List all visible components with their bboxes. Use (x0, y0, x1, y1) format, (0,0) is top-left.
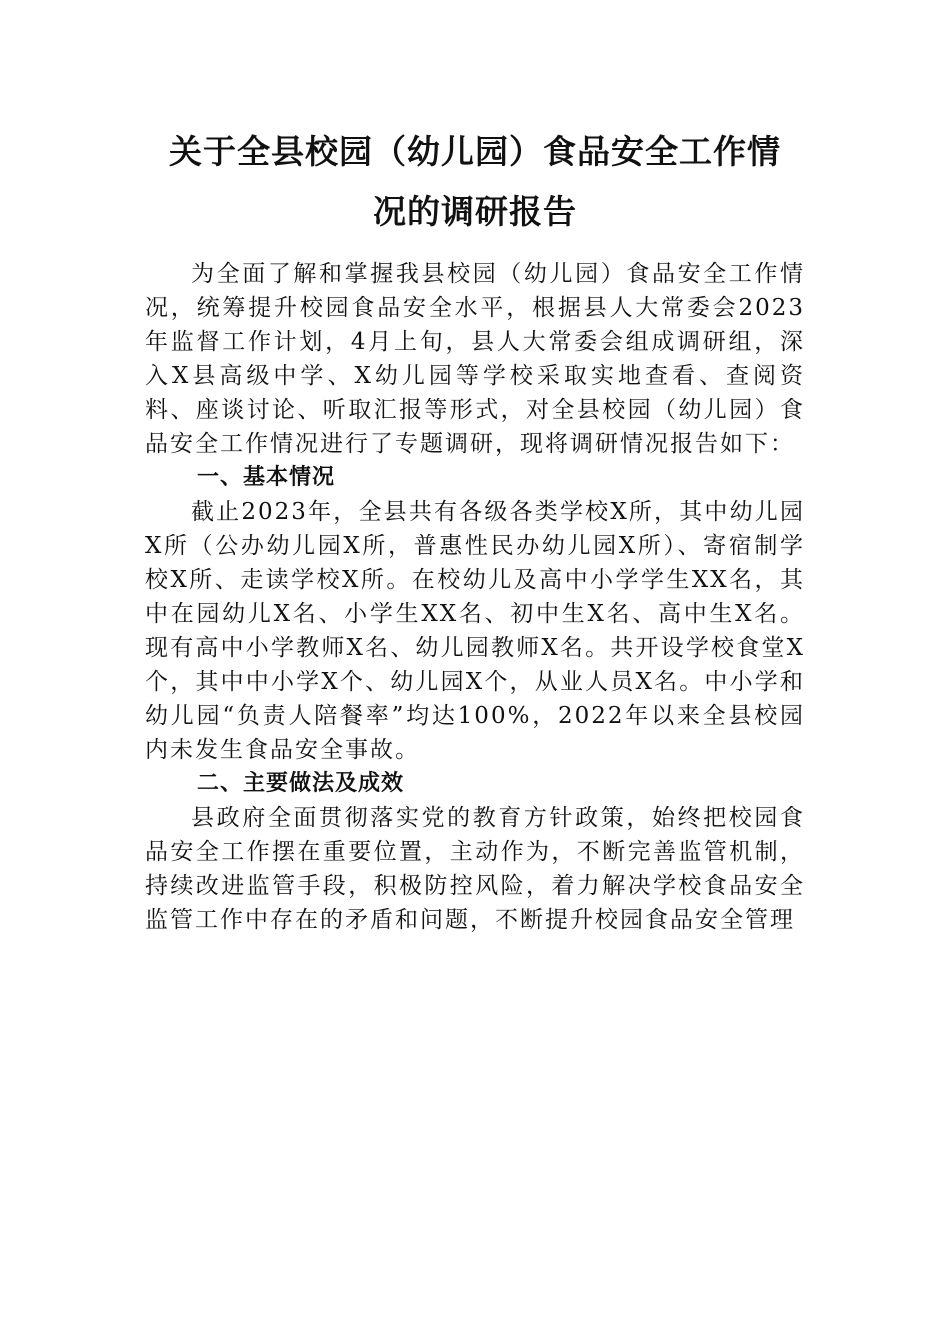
section-measures-paragraph: 县政府全面贯彻落实党的教育方针政策，始终把校园食品安全工作摆在重要位置，主动作为，不断完善监管机制，持续改进监管手段，积极防控风险，着力解决学校食品安全监管工作中存在的矛盾和问题，不断提升校园食品安全管理 (145, 805, 805, 933)
section-basic-paragraph: 截止2023年，全县共有各级各类学校X所，其中幼儿园X所（公办幼儿园X所，普惠性民办幼儿园X所）、寄宿制学校X所、走读学校X所。在校幼儿及高中小学学生XX名，其中在园幼儿X名、小学生XX名、初中生X名、高中生X名。现有高中小学教师X名、幼儿园教师X名。共开设学校食堂X个，其中中小学X个、幼儿园X个，从业人员X名。中小学和幼儿园“负责人陪餐率”均达100%，2022年以来全县校园内未发生食品安全事故。 (145, 499, 805, 763)
title-line-1: 关于全县校园（幼儿园）食品安全工作情 (169, 132, 781, 171)
section-heading-basic: 一、基本情况 (197, 465, 336, 490)
title-line-2: 况的调研报告 (373, 192, 577, 231)
document-body (145, 257, 805, 937)
intro-paragraph: 为全面了解和掌握我县校园（幼儿园）食品安全工作情况，统筹提升校园食品安全水平，根据县人大常委会2023年监督工作计划，4月上旬，县人大常委会组成调研组，深入X县高级中学、X幼儿园等学校采取实地查看、查阅资料、座谈讨论、听取汇报等形式，对全县校园（幼儿园）食品安全工作情况进行了专题调研，现将调研情况报告如下： (145, 261, 805, 457)
document-title (145, 122, 805, 242)
section-heading-measures: 二、主要做法及成效 (197, 771, 405, 796)
